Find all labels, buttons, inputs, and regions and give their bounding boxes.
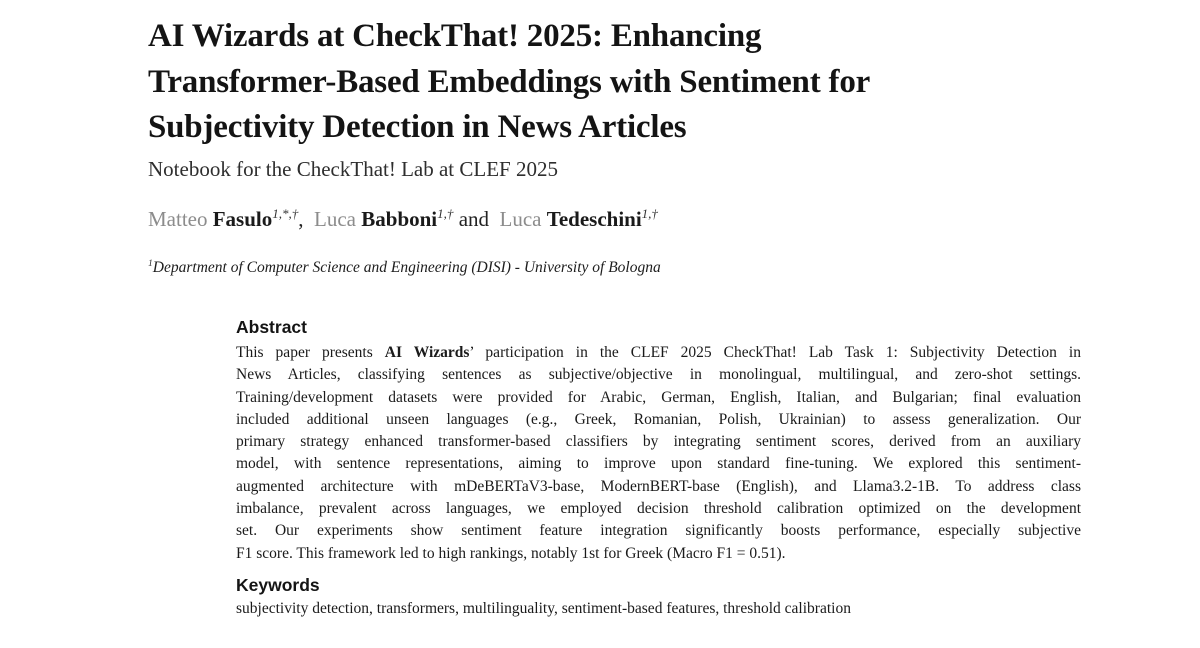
author-family-name: Babboni [361, 207, 438, 231]
abstract-bold-term: AI Wizards [384, 344, 470, 361]
paper-title-line: Transformer-Based Embeddings with Sentiment for [148, 63, 871, 100]
abstract-line: primary strategy enhanced transformer-based classifiers by integrating sentiment scores, derived from an auxiliary [236, 433, 1081, 451]
paper-title [148, 14, 1108, 151]
author-superscript: 1,† [641, 206, 658, 221]
author [148, 207, 314, 231]
author-separator: , [298, 207, 315, 231]
abstract-line-text: ’ participation in the CLEF 2025 CheckThat! Lab Task 1: Subjectivity Detection in [469, 344, 1081, 361]
author-separator: and [453, 207, 500, 231]
abstract-heading: Abstract [236, 317, 307, 337]
affiliation-superscript: 1 [148, 257, 153, 269]
abstract-line: included additional unseen languages (e.g., Greek, Romanian, Polish, Ukrainian) to assess generalization. Our [236, 410, 1081, 428]
affiliation-text: Department of Computer Science and Engineering (DISI) - University of Bologna [152, 259, 661, 276]
author-given-name: Matteo [148, 207, 208, 231]
keywords-text: subjectivity detection, transformers, multilinguality, sentiment-based features, threshold calibration [236, 600, 851, 617]
abstract-line: News Articles, classifying sentences as subjective/objective in monolingual, multilingual, and zero-shot settings. [236, 366, 1081, 384]
author-family-name: Fasulo [212, 207, 273, 231]
abstract-line: F1 score. This framework led to high rankings, notably 1st for Greek (Macro F1 = 0.51). [236, 544, 786, 562]
keywords-heading: Keywords [236, 575, 320, 595]
abstract-line: Training/development datasets were provided for Arabic, German, English, Italian, and Bulgarian; final evaluation [236, 388, 1081, 406]
abstract-line: set. Our experiments show sentiment feature integration significantly boosts performance, especially subjective [236, 522, 1081, 540]
paper-title-line: AI Wizards at CheckThat! 2025: Enhancing [148, 18, 762, 54]
author-family-name: Tedeschini [546, 207, 642, 231]
abstract-text [236, 342, 1081, 565]
paper-subtitle: Notebook for the CheckThat! Lab at CLEF 2025 [148, 157, 558, 181]
author [314, 207, 499, 231]
abstract-line: model, with sentence representations, aiming to improve upon standard fine-tuning. We explored this sentiment- [236, 455, 1081, 473]
author-given-name: Luca [314, 207, 357, 231]
abstract-line: augmented architecture with mDeBERTaV3-base, ModernBERT-base (English), and Llama3.2-1B. To address class [236, 477, 1081, 495]
abstract-line: imbalance, prevalent across languages, we employed decision threshold calibration optimized on the development [236, 500, 1081, 518]
abstract-line [236, 342, 1081, 364]
abstract-line-text: This paper presents [236, 344, 385, 361]
author-superscript: 1,† [437, 206, 454, 221]
author-superscript: 1,*,† [272, 206, 299, 221]
author-given-name: Luca [499, 207, 542, 231]
paper-title-line: Subjectivity Detection in News Articles [148, 109, 687, 145]
author [500, 207, 658, 231]
affiliation [148, 259, 661, 277]
author-list [148, 207, 658, 232]
